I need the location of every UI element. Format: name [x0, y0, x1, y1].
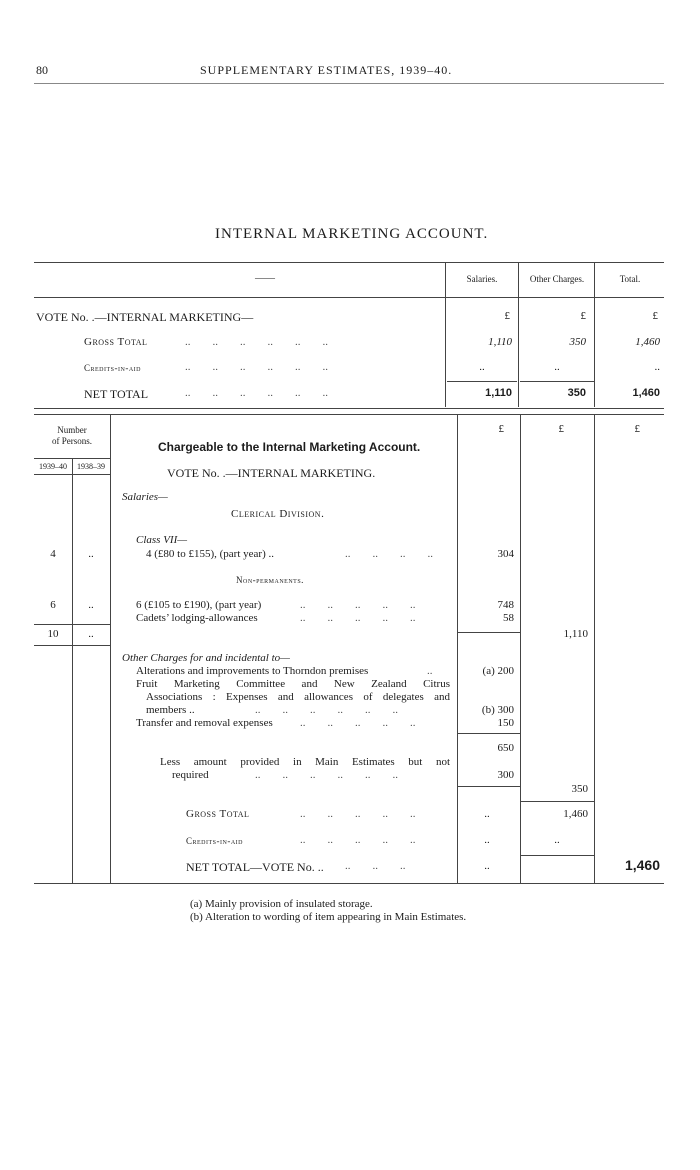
class-vii-heading: Class VII—: [136, 534, 188, 546]
persons-header-line-1: Number: [57, 425, 87, 435]
summary-net-salaries: 1,110: [485, 387, 512, 399]
oc-subtotal-rule: [457, 733, 520, 734]
leader-dots: .. .. .. .. .. ..: [185, 336, 328, 348]
detail-currency-1: £: [498, 423, 504, 435]
leader-dots: ..: [427, 665, 433, 677]
leader-dots: .. .. .. .. .. ..: [255, 769, 398, 781]
persons-header-rule-2: [34, 474, 110, 475]
leader-dots: .. .. .. .. ..: [300, 612, 416, 624]
non-permanents-heading: Non-permanents.: [236, 575, 304, 585]
clerical-division-heading: Clerical Division.: [231, 508, 325, 520]
non-permanent-item: 6 (£105 to £190), (part year): [136, 599, 262, 611]
oc-item-fruit-line-1: Fruit Marketing Committee and New Zealand Citrus: [136, 678, 450, 690]
cadets-allowance-item: Cadets’ lodging-allowances: [136, 612, 258, 624]
leader-dots: .. .. .. .. ..: [300, 834, 416, 846]
chargeable-heading: Chargeable to the Internal Marketing Account.: [158, 440, 421, 454]
year-header-1939: 1939–40: [39, 462, 67, 471]
salaries-sum-rule: [457, 632, 520, 633]
detail-credits-other: ..: [554, 834, 560, 846]
persons-total-rule-top: [34, 624, 110, 625]
persons-1939: 4: [50, 548, 56, 560]
less-amount-line-2: required: [172, 769, 209, 781]
oc-item-transfer-amount: 150: [497, 717, 514, 729]
oc-item-fruit-line-2: Associations : Expenses and allowances of delegates and: [146, 691, 450, 703]
leader-dots: .. .. .. .. .. ..: [185, 387, 328, 399]
leader-dots: .. .. .. .. .. ..: [185, 361, 328, 373]
col-header-other-charges: Other Charges.: [529, 274, 585, 284]
summary-bottom-rule: [34, 408, 664, 409]
persons-1938: ..: [88, 548, 94, 560]
detail-col-sep-2: [520, 414, 521, 883]
summary-dash: ——: [255, 273, 275, 284]
col-header-total: Total.: [619, 274, 641, 284]
salaries-heading: Salaries—: [122, 491, 168, 503]
summary-credits-label: Credits-in-aid: [84, 363, 141, 373]
persons-total-1939: 10: [47, 628, 59, 640]
summary-top-rule: [34, 262, 664, 263]
persons-1938: ..: [88, 599, 94, 611]
detail-col-sep-1: [457, 414, 458, 883]
persons-total-1938: ..: [88, 628, 94, 640]
leader-dots: .. .. .. .. ..: [300, 717, 416, 729]
detail-top-rule: [34, 414, 664, 415]
class-vii-item: 4 (£80 to £155), (part year) ..: [146, 548, 274, 560]
footnote-a: (a) Mainly provision of insulated storage.: [190, 898, 373, 910]
less-amount-line-1: Less amount provided in Main Estimates but not: [160, 756, 450, 768]
leader-dots: .. .. .. .. ..: [300, 808, 416, 820]
oc-item-transfer: Transfer and removal expenses: [136, 717, 273, 729]
summary-currency-total: £: [652, 310, 658, 322]
salaries-total-amount: 1,110: [563, 628, 588, 640]
oc-item-thorndon-amount: (a) 200: [482, 665, 514, 677]
oc-item-thorndon: Alterations and improvements to Thorndon premises: [136, 665, 369, 677]
detail-col-sep-3: [594, 414, 595, 883]
detail-vote-line: VOTE No. .—INTERNAL MARKETING.: [167, 466, 376, 480]
persons-header-line-2: of Persons.: [52, 436, 92, 446]
summary-col-sep-1: [445, 262, 446, 407]
summary-col-sep-3: [594, 262, 595, 407]
summary-gross-salaries: 1,110: [488, 336, 512, 348]
detail-currency-3: £: [634, 423, 640, 435]
footnote-b: (b) Alteration to wording of item appearing in Main Estimates.: [190, 911, 467, 923]
year-header-1938: 1938–39: [77, 462, 105, 471]
header-rule: [34, 83, 664, 84]
net-sum-rule: [520, 855, 594, 856]
summary-net-total-label: NET TOTAL: [84, 387, 149, 401]
persons-header-rule-1: [34, 458, 110, 459]
non-permanent-amount: 748: [497, 599, 514, 611]
detail-currency-2: £: [558, 423, 564, 435]
other-sum-rule: [520, 801, 594, 802]
oc-total-amount: 350: [571, 783, 588, 795]
detail-net-salaries: ..: [484, 860, 490, 872]
other-charges-heading: Other Charges for and incidental to—: [122, 652, 290, 664]
detail-bottom-rule: [34, 883, 664, 884]
detail-gross-other: 1,460: [563, 808, 588, 820]
summary-sum-rule-2: [520, 381, 594, 382]
cadets-allowance-amount: 58: [503, 612, 514, 624]
leader-dots: .. .. .. .. .. ..: [255, 704, 398, 716]
summary-credits-salaries: ..: [479, 361, 485, 373]
account-title: INTERNAL MARKETING ACCOUNT.: [215, 226, 489, 242]
summary-header-rule: [34, 297, 664, 298]
leader-dots: .. .. .. .. ..: [300, 599, 416, 611]
summary-col-sep-2: [518, 262, 519, 407]
detail-net-total: 1,460: [624, 857, 660, 873]
less-amount: 300: [497, 769, 514, 781]
detail-net-total-label: NET TOTAL—VOTE No. ..: [186, 860, 324, 874]
page-number: 80: [36, 63, 48, 77]
oc-total-rule: [457, 786, 520, 787]
leader-dots: .. .. ..: [345, 860, 406, 872]
persons-total-rule-bottom: [34, 645, 110, 646]
leader-dots: .. .. .. ..: [345, 548, 433, 560]
summary-sum-rule-1: [447, 381, 517, 382]
detail-persons-sep: [72, 458, 73, 883]
running-title: SUPPLEMENTARY ESTIMATES, 1939–40.: [200, 63, 453, 77]
col-header-salaries: Salaries.: [466, 274, 498, 284]
summary-gross-other: 350: [569, 336, 586, 348]
summary-gross-total: 1,460: [635, 336, 660, 348]
detail-credits-label: Credits-in-aid: [186, 836, 243, 846]
summary-vote-label: VOTE No. .—INTERNAL MARKETING—: [36, 310, 254, 324]
summary-credits-total: ..: [654, 361, 660, 373]
detail-credits-salaries: ..: [484, 834, 490, 846]
oc-item-fruit-line-3: members ..: [146, 704, 195, 716]
detail-gross-total-label: Gross Total: [186, 808, 250, 820]
summary-gross-total-label: Gross Total: [84, 336, 148, 348]
oc-item-fruit-amount: (b) 300: [481, 704, 514, 716]
summary-net-total: 1,460: [632, 387, 660, 399]
persons-1939: 6: [50, 599, 56, 611]
class-vii-amount: 304: [497, 548, 514, 560]
summary-currency-other: £: [580, 310, 586, 322]
detail-desc-sep: [110, 414, 111, 883]
oc-subtotal: 650: [497, 742, 514, 754]
summary-net-other: 350: [567, 387, 586, 399]
summary-credits-other: ..: [554, 361, 560, 373]
summary-currency-salaries: £: [504, 310, 510, 322]
detail-gross-salaries: ..: [484, 808, 490, 820]
